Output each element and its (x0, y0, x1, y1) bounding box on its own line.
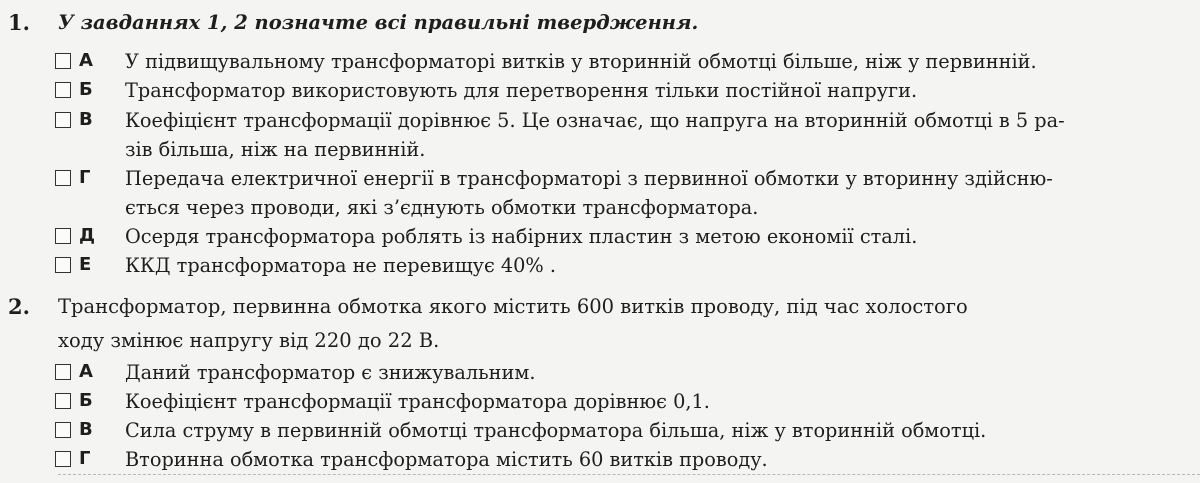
q2-option-h-text (125, 445, 768, 474)
q1-option-h-text (125, 164, 1053, 222)
q2-option-a-letter: А (79, 361, 93, 382)
q1-option-v-letter: В (79, 109, 93, 130)
question-2-number: 2. (8, 294, 30, 319)
q1-option-d-checkbox[interactable] (55, 228, 71, 244)
q1-option-a-letter: А (79, 50, 93, 71)
q1-option-b-letter: Б (79, 79, 93, 100)
q1-option-d-letter: Д (79, 225, 96, 246)
q1-option-e-letter: Е (79, 254, 92, 275)
q1-option-a-line-1: У підвищувальному трансформаторі витків у вторинній обмотці більше, ніж у первинній. (125, 50, 1037, 73)
q1-option-b-checkbox[interactable] (55, 82, 71, 98)
q1-option-e-checkbox[interactable] (55, 257, 71, 273)
bottom-divider (58, 474, 1200, 475)
question-2-stem-line-2: ходу змінює напругу від 220 до 22 В. (58, 329, 440, 352)
q1-option-h-line-1: Передача електричної енергії в трансформаторі з первинної обмотки у вторинну здійсню- (125, 167, 1053, 190)
q2-option-a-text (125, 358, 535, 387)
q1-option-v-text (125, 106, 1065, 164)
q1-option-h-letter: Г (79, 167, 91, 188)
question-2-stem-line-1: Трансформатор, первинна обмотка якого містить 600 витків проводу, під час холостого (58, 295, 968, 318)
q2-option-b-letter: Б (79, 390, 93, 411)
q1-option-h-checkbox[interactable] (55, 170, 71, 186)
q1-option-b-line-1: Трансформатор використовують для перетворення тільки постійної напруги. (125, 79, 918, 102)
q2-option-v-checkbox[interactable] (55, 422, 71, 438)
q1-option-v-line-1: Коефіцієнт трансформації дорівнює 5. Це означає, що напруга на вторинній обмотці в 5 ра- (125, 109, 1065, 132)
q1-option-h-line-2: ється через проводи, які з’єднують обмотки трансформатора. (125, 196, 759, 219)
q2-option-h-checkbox[interactable] (55, 451, 71, 467)
q1-option-d-line-1: Осердя трансформатора роблять із набірних пластин з метою економії сталі. (125, 225, 918, 248)
q1-option-v-checkbox[interactable] (55, 112, 71, 128)
q2-option-b-line-1: Коефіцієнт трансформації трансформатора дорівнює 0,1. (125, 390, 710, 413)
q1-option-e-line-1: ККД трансформатора не перевищує 40% . (125, 254, 557, 277)
q2-option-h-letter: Г (79, 448, 91, 469)
q2-option-v-text (125, 416, 986, 445)
q2-option-h-line-1: Вторинна обмотка трансформатора містить 60 витків проводу. (125, 448, 768, 471)
q1-option-v-line-2: зів більша, ніж на первинній. (125, 138, 426, 161)
q2-option-b-text (125, 387, 710, 416)
q1-option-a-text (125, 47, 1037, 76)
q1-option-a-checkbox[interactable] (55, 53, 71, 69)
q2-option-v-letter: В (79, 419, 93, 440)
q1-option-b-text (125, 76, 917, 105)
question-1-instruction: У завданнях 1, 2 позначте всі правильні твердження. (58, 11, 699, 34)
q2-option-b-checkbox[interactable] (55, 393, 71, 409)
q2-option-v-line-1: Сила струму в первинній обмотці трансформатора більша, ніж у вторинній обмотці. (125, 419, 987, 442)
q1-option-e-text (125, 251, 556, 280)
q2-option-a-line-1: Даний трансформатор є знижувальним. (125, 361, 536, 384)
q2-option-a-checkbox[interactable] (55, 364, 71, 380)
question-1-number: 1. (8, 10, 30, 35)
question-2-stem (58, 290, 968, 358)
q1-option-d-text (125, 222, 917, 251)
